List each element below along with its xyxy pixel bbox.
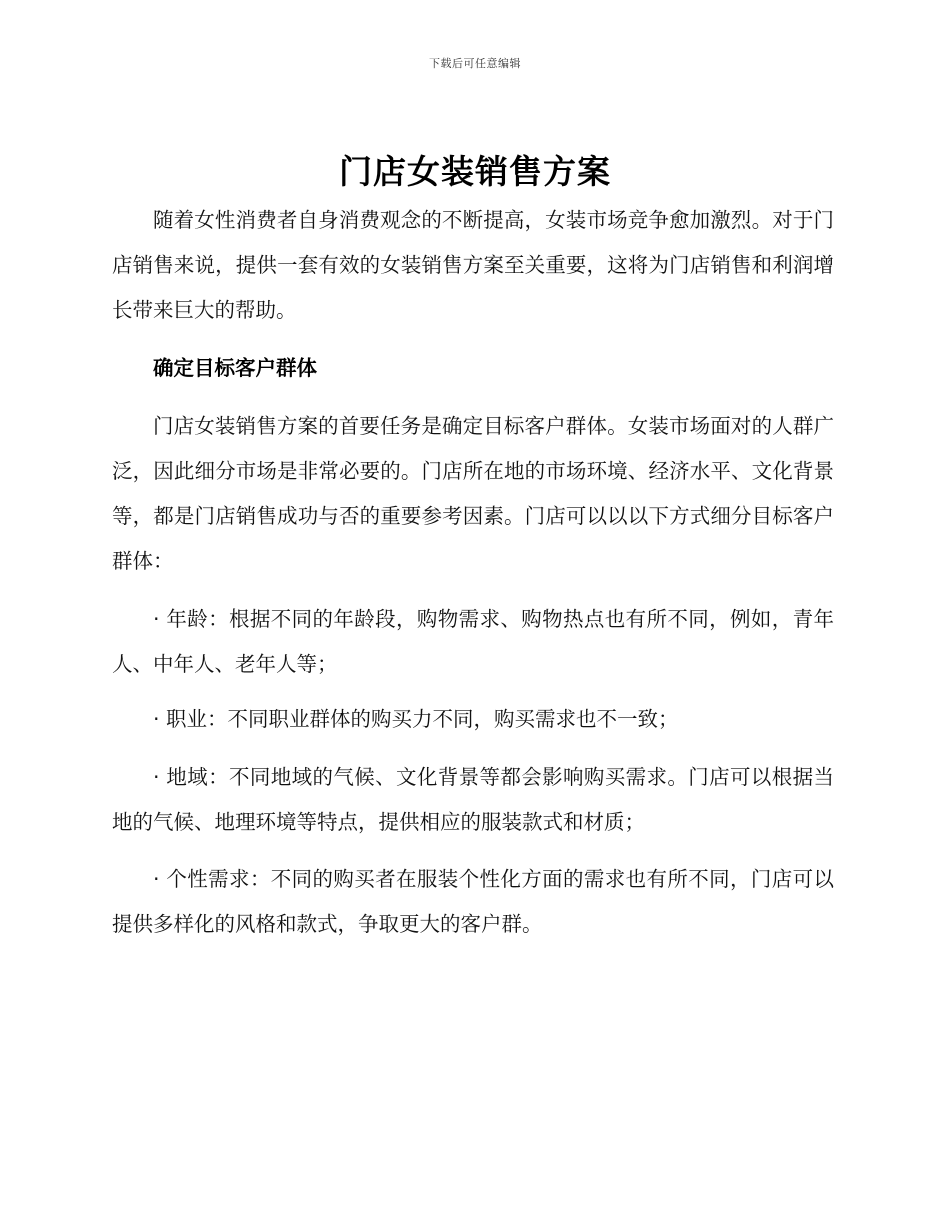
intro-paragraph: 随着女性消费者自身消费观念的不断提高，女装市场竞争愈加激烈。对于门店销售来说，提供一套有效的女装销售方案至关重要，这将为门店销售和利润增长带来巨大的帮助。 <box>112 208 834 322</box>
section-heading-target-customers: 确定目标客户群体 <box>153 356 317 380</box>
bullet-occupation: · 职业：不同职业群体的购买力不同，购买需求也不一致； <box>153 707 679 731</box>
bullet-region: · 地域：不同地域的气候、文化背景等都会影响购买需求。门店可以根据当地的气候、地理环境等特点，提供相应的服装款式和材质； <box>112 765 834 834</box>
document-title: 门店女装销售方案 <box>339 152 611 191</box>
header-note: 下载后可任意编辑 <box>429 57 521 70</box>
section-paragraph: 门店女装销售方案的首要任务是确定目标客户群体。女装市场面对的人群广泛，因此细分市场是非常必要的。门店所在地的市场环境、经济水平、文化背景等，都是门店销售成功与否的重要参考因素。门店可以以以下方式细分目标客户群体： <box>112 414 834 573</box>
bullet-personal-needs: · 个性需求：不同的购买者在服装个性化方面的需求也有所不同，门店可以提供多样化的风格和款式，争取更大的客户群。 <box>112 867 834 936</box>
bullet-age: · 年龄：根据不同的年龄段，购物需求、购物热点也有所不同，例如，青年人、中年人、老年人等； <box>112 607 834 676</box>
